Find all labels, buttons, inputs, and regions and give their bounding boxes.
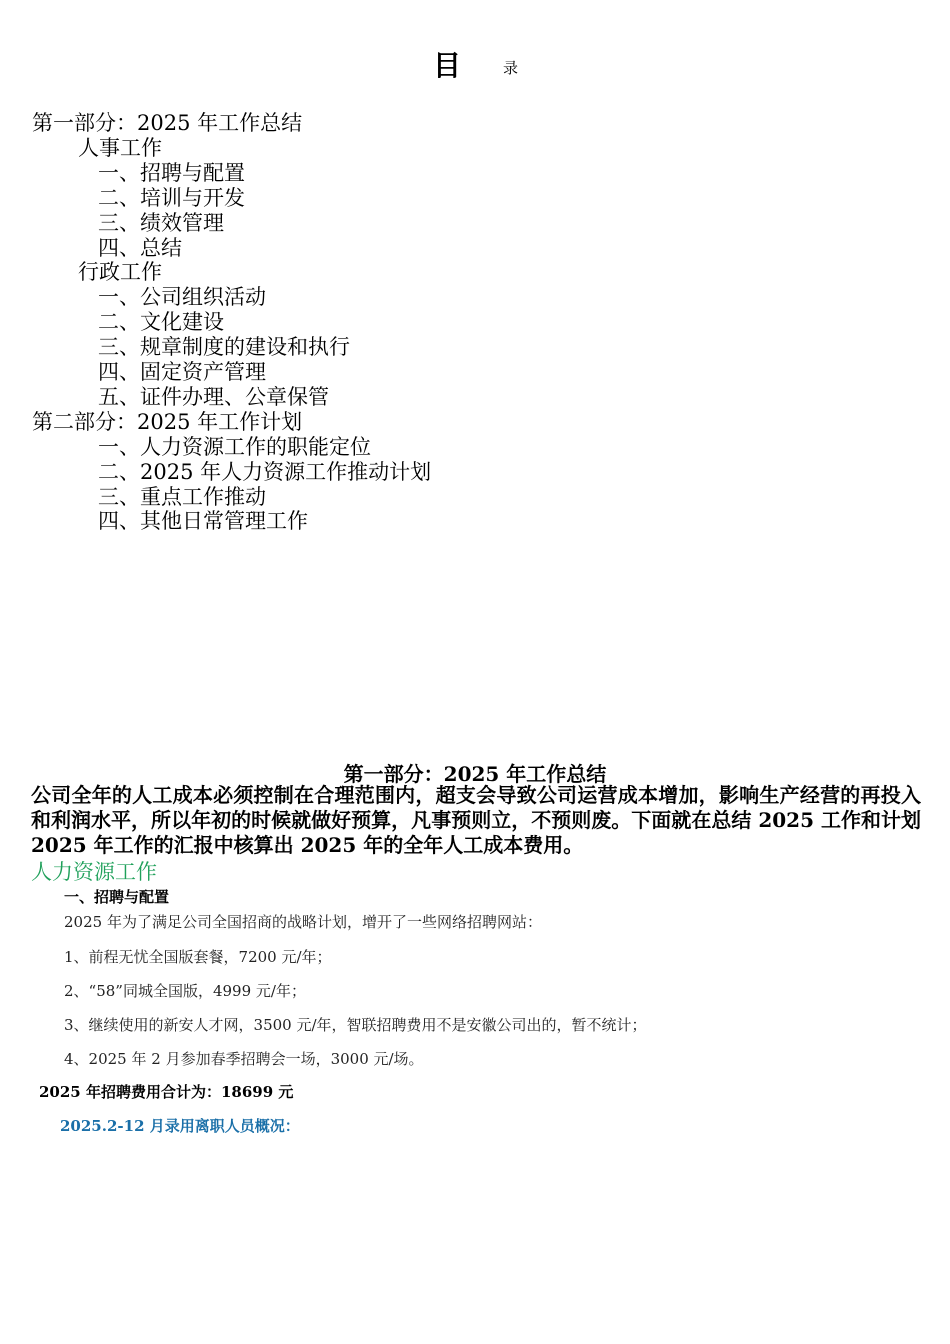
section-heading: 第一部分：2025 年工作总结: [343, 762, 607, 786]
toc-item: 四、固定资产管理: [98, 360, 266, 384]
list-item: 4、2025 年 2 月参加春季招聘会一场，3000 元/场。: [64, 1050, 424, 1068]
toc-item: 二、2025 年人力资源工作推动计划: [98, 459, 432, 484]
toc-item: 五、证件办理、公章保管: [98, 384, 329, 409]
list-item: 1、前程无忧全国版套餐，7200 元/年；: [64, 948, 332, 966]
list-item: 3、继续使用的新安人才网，3500 元/年，智联招聘费用不是安徽公司出的，暂不统计；: [64, 1016, 647, 1034]
toc-title: 目: [433, 49, 462, 82]
toc-item: 第一部分：2025 年工作总结: [32, 111, 303, 135]
staff-overview-heading: 2025.2-12 月录用离职人员概况：: [60, 1117, 300, 1135]
toc-item: 一、人力资源工作的职能定位: [98, 434, 371, 459]
recruitment-total: 2025 年招聘费用合计为：18699 元: [39, 1083, 294, 1101]
paragraph-recruit-intro: 2025 年为了满足公司全国招商的战略计划，增开了一些网络招聘网站：: [64, 913, 542, 931]
list-item: 2、“58”同城全国版，4999 元/年；: [64, 982, 306, 1000]
toc-item: 三、绩效管理: [98, 210, 224, 235]
hr-work-heading: 人力资源工作: [31, 860, 157, 884]
intro-paragraph: 公司全年的人工成本必须控制在合理范围内，超支会导致公司运营成本增加，影响生产经营的再投入和利润水平，所以年初的时候就做好预算，凡事预则立，不预则废。下面就在总结 2025 工作和计划 2025 年工作的汇报中核算出 2025 年的全年人工成本费用。: [31, 783, 921, 857]
toc-item: 二、培训与开发: [98, 185, 245, 210]
toc-item: 行政工作: [78, 260, 162, 285]
toc-item: 一、招聘与配置: [98, 160, 245, 185]
toc-item: 四、总结: [98, 235, 182, 260]
recruitment-heading: 一、招聘与配置: [64, 888, 170, 906]
toc-item: 三、重点工作推动: [98, 484, 266, 509]
toc-item: 三、规章制度的建设和执行: [98, 335, 350, 360]
toc-item: 一、公司组织活动: [98, 285, 266, 310]
toc-item: 二、文化建设: [98, 310, 224, 335]
toc-item: 四、其他日常管理工作: [98, 509, 308, 534]
toc-item: 人事工作: [78, 135, 162, 160]
toc-title-suffix: 录: [503, 59, 519, 77]
toc-item: 第二部分：2025 年工作计划: [32, 409, 303, 434]
